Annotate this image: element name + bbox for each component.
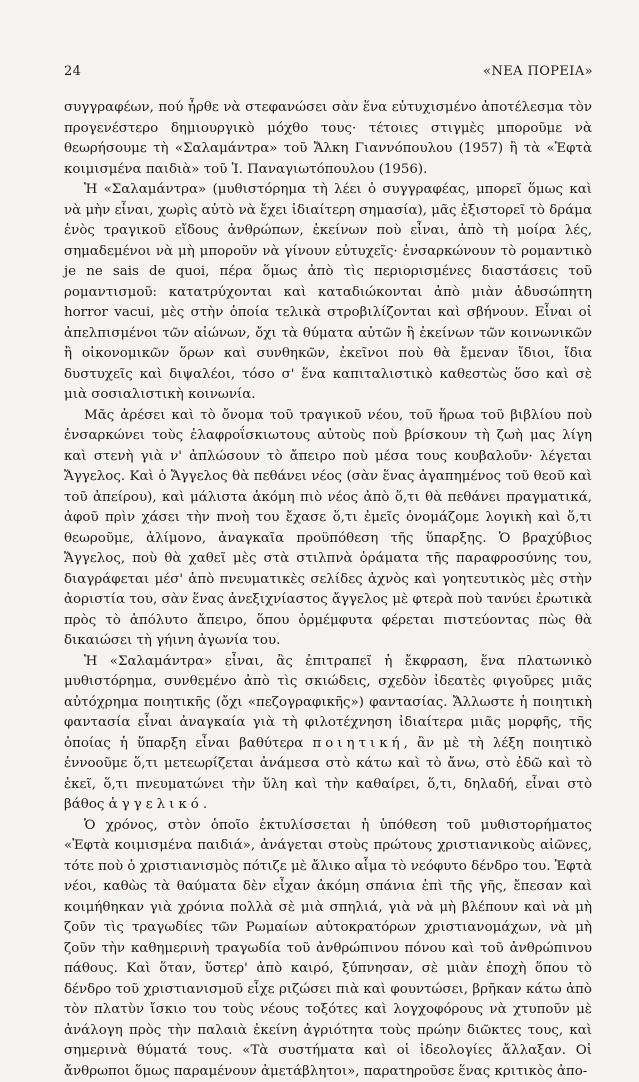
page-number: 24 [64, 64, 81, 79]
paragraph-text: , ἂν μὲ τὴ λέξη ποιητικὸ ἐννοοῦμε ὅ,τι μετεωρίζεται ἀνάμεσα στὸ κάτω καὶ τὸ ἄνω, στὸ ἐδῶ καὶ τὸ ἐκεῖ, ὅ,τι πνευματώνει τὴν ὕλη καὶ τὴν καθαίρει, ὅ,τι, δηλαδή, εἶναι στὸ βάθος [64, 736, 592, 813]
spaced-emphasis-word: ποιητική [312, 736, 403, 751]
page-header [64, 64, 593, 84]
paragraph-text: . [203, 797, 207, 812]
paragraph-text: συγγραφέων, πού ἦρθε νὰ στεφανώσει σὰν ἕνα εὐτυχισμένο ἀποτέλεσμα τὸν προγενέστερο δημιουργικὸ μόχθο τους· τέτοιες στιγμὲς μποροῦμε νὰ θεωρήσουμε τὴ «Σαλαμάντρα» τοῦ Ἄλκη Γιαννόπουλου (1957) ἢ τὰ «Ἐφτὰ κοιμισμένα παιδιὰ» τοῦ Ἰ. Παναγιωτόπουλου (1956). [64, 100, 592, 177]
spaced-emphasis-word: ἀγγελικό [109, 797, 203, 812]
paragraph-1 [64, 98, 592, 180]
paragraph-3 [64, 406, 592, 652]
paragraph-text: Μᾶς ἀρέσει καὶ τὸ ὄνομα τοῦ τραγικοῦ νέου, τοῦ ἥρωα τοῦ βιβλίου ποὺ ἐνσαρκώνει τοὺς ἐλαφροΐσκιωτους αὐτοὺς ποὺ βρίσκουν τὴ ζωὴ μας λίγη καὶ στενὴ γιὰ ν' ἀπλώσουν τὸ ἄπειρο ποὺ μέσα τους κουβαλοῦν· λέγεται Ἄγγελος. Καὶ ὁ Ἄγγελος θὰ πεθάνει νέος (σὰν ἕνας ἀγαπημένος τοῦ θεοῦ καὶ τοῦ ἀπείρου), καὶ μάλιστα ἀκόμη πιὸ νέος ἀπὸ ὅ,τι θὰ πεθάνει πραγματικά, ἀφοῦ πρὶν χάσει τὴν πνοὴ του ἔχασε ὅ,τι ἐμεῖς ὀνομάζομε λογικὴ καὶ ὅ,τι θεωροῦμε, ἀλίμονο, ἀναγκαῖα προϋπόθεση τῆς ὕπαρξης. Ὁ βραχύβιος Ἄγγελος, ποὺ θὰ χαθεῖ μὲς στὰ στιλπνὰ ὁράματα τῆς παραφροσύνης του, διαγράφεται μέσ' ἀπὸ πνευματικὲς σελίδες ἀχνὸς καὶ γοητευτικὸς μὲς στὴν ἀοριστία του, σὰν ἕνας ἀνεξιχνίαστος ἄγγελος μὲ φτερὰ ποὺ τανύει ἐρωτικὰ πρὸς τὸ ἀπόλυτο ἄπειρο, ὅπου ὁρμέμφυτα φέρεται πιστεύοντας πὼς θὰ δικαιώσει τὴ γήινη ἀγωνία του. [64, 408, 592, 649]
article-body [64, 98, 592, 1082]
paragraph-4 [64, 652, 592, 816]
paragraph-text: Ὁ χρόνος, στὸν ὁποῖο ἐκτυλίσσεται ἡ ὑπόθεση τοῦ μυθιστορήματος «Ἐφτὰ κοιμισμένα παιδιά», ἀνάγεται στοὺς πρώτους χριστιανικοὺς αἰῶνες, τότε ποὺ ὁ χριστιανισμὸς πότιζε μὲ ἄλικο αἷμα τὸ νεόφυτο δένδρο του. Ἐφτὰ νέοι, καθὼς τὰ θαύματα δὲν εἶχαν ἀκόμη σπάνια ἐπὶ τῆς γῆς, ἔπεσαν καὶ κοιμήθηκαν γιὰ χρόνια πολλὰ σὲ μιὰ σπηλιά, γιὰ νὰ μὴ βλέπουν καὶ νὰ μὴ ζοῦν τὶς τραγωδίες τῶν Ρωμαίων αὐτοκρατόρων χριστιανομάχων, νὰ μὴ ζοῦν τὴν καθημερινὴ τραγωδία τοῦ ἀνθρώπινου πόνου καὶ τοῦ ἀνθρώπινου πάθους. Καὶ ὅταν, ὕστερ' ἀπὸ καιρό, ξύπνησαν, σὲ μιὰν ἐποχὴ ὅπου τὸ δένδρο τοῦ χριστιανισμοῦ εἶχε ριζώσει πιὰ καὶ φουντώσει, βρῆκαν κάτω ἀπὸ τὸν πλατὺν ἴσκιο του τοὺς νέους τοξότες καὶ λογχοφόρους νὰ χτυποῦν μὲ ἀνάλογη πρὸς τὴν παλαιὰ ἐκείνη ἀγριότητα τοὺς πρώην διῶκτες τους, καὶ σημερινὰ θύματά τους. «Τὰ συστήματα καὶ οἱ ἰδεολογίες ἄλλαξαν. Οἱ ἄνθρωποι ὅμως παραμένουν ἀμετάβλητοι», παρατηροῦσε ἕνας κριτικὸς ἀπο- [64, 818, 592, 1079]
journal-title: «ΝΕΑ ΠΟΡΕΙΑ» [483, 64, 593, 79]
paragraph-5 [64, 816, 592, 1082]
paragraph-text: Ἡ «Σαλαμάντρα» (μυθιστόρημα τὴ λέει ὁ συγγραφέας, μπορεῖ ὅμως καὶ νὰ μὴν εἶναι, χωρὶς αὐτὸ νὰ ἔχει ἰδιαίτερη σημασία), μᾶς ἐξιστορεῖ τὸ δράμα ἑνὸς τραγικοῦ εἴδους ἀνθρώπων, ἐκείνων ποὺ εἶναι, ἀπὸ τὴ μοίρα λές, σημαδεμένοι νὰ μὴ μποροῦν νὰ γίνουν εὐτυχεῖς· ἐνσαρκώνουν τὸ ρομαντικὸ je ne sais de quoi, πέρα ὅμως ἀπὸ τὶς περιορισμένες διαστάσεις τοῦ ρομαντισμοῦ: κατατρύχονται καὶ καταδιώκονται ἀπὸ μιὰν ἀδυσώπητη horror vacui, μὲς στὴν ὁποία τελικὰ στροβιλίζονται καὶ σβήνουν. Εἶναι οἱ ἀπελπισμένοι τῶν αἰώνων, ὄχι τὰ θύματα αὐτῶν ἢ ἐκείνων τῶν κοινωνικῶν ἢ οἰκονομικῶν ὅρων καὶ συνθηκῶν, ἐκεῖνοι ποὺ θὰ ἔμεναν ἴδιοι, ἴδια δυστυχεῖς καὶ διψαλέοι, τόσο σ' ἕνα καπιταλιστικὸ καθεστὼς ὅσο καὶ σὲ μιὰ σοσιαλιστικὴ κοινωνία. [64, 182, 592, 402]
paragraph-text: Ἡ «Σαλαμάντρα» εἶναι, ἂς ἐπιτραπεῖ ἡ ἔκφραση, ἕνα πλατωνικὸ μυθιστόρημα, συνθεμένο ἀπὸ τὶς σκιώδεις, σχεδὸν ἰδεατὲς φιγοῦρες μιᾶς αὐτόχρημα ποιητικῆς (ὄχι «πεζογραφικῆς») φαντασίας. Ἄλλωστε ἡ ποιητικὴ φαντασία εἶναι ἀναγκαία γιὰ τὴ φιλοτέχνηση ἰδιαίτερα μιᾶς μορφῆς, τῆς ὁποίας ἡ ὕπαρξη εἶναι βαθύτερα [64, 654, 592, 751]
paragraph-2 [64, 180, 592, 406]
